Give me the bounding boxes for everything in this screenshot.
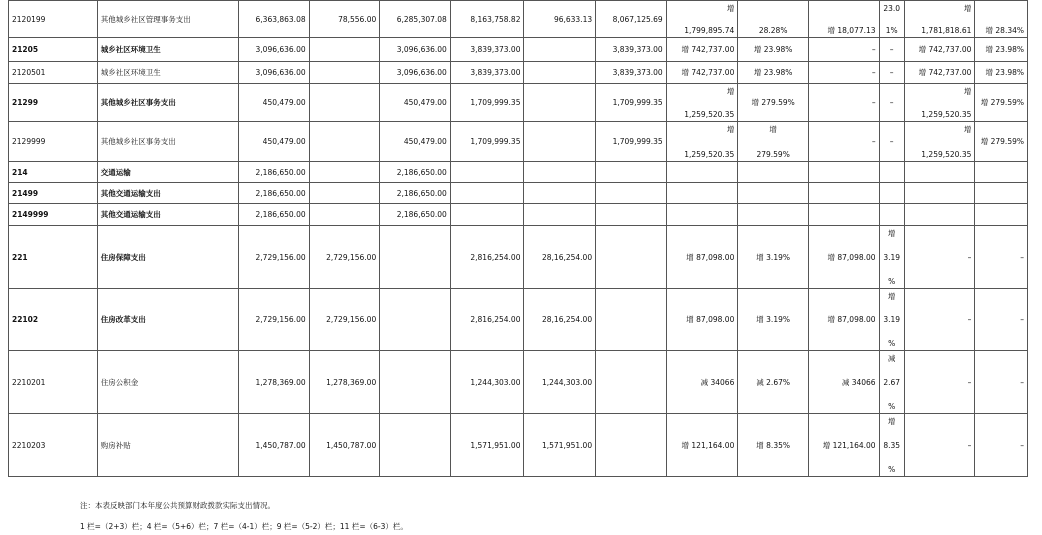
col10-basic-change-rate-line: 1%: [885, 25, 898, 35]
col1-last-year-total: 6,363,863.08: [239, 1, 310, 38]
col10-basic-change-rate: [879, 351, 904, 414]
table-row: [9, 1, 1028, 38]
col11-project-change: –: [904, 226, 975, 289]
col10-basic-change-rate: [879, 204, 904, 226]
subject-code: 214: [9, 162, 98, 183]
col3-last-year-project: 2,186,650.00: [380, 183, 451, 204]
subject-name: 住房保障支出: [97, 226, 238, 289]
col3-last-year-project: 3,096,636.00: [380, 38, 451, 62]
table-row: [9, 289, 1028, 351]
col11-project-change: –: [904, 351, 975, 414]
budget-expenditure-table: [8, 0, 1028, 477]
col11-project-change: [904, 1, 975, 38]
col9-basic-change-line: 增 18,077.13: [827, 25, 876, 35]
col7-total-change: [666, 183, 738, 204]
table-body: [9, 1, 1028, 477]
col1-last-year-total: 3,096,636.00: [239, 38, 310, 62]
col9-basic-change: 减 34066: [808, 351, 879, 414]
col5-this-year-basic: [524, 183, 596, 204]
col4-this-year-total: 3,839,373.00: [450, 38, 524, 62]
col3-last-year-project: 450,479.00: [380, 122, 451, 162]
col2-last-year-basic: [309, 38, 380, 62]
subject-name: 住房公积金: [97, 351, 238, 414]
col9-basic-change: 增 87,098.00: [808, 226, 879, 289]
col8-total-change-rate: [738, 1, 809, 38]
subject-code: 2120501: [9, 62, 98, 84]
col8-total-change-rate: 增 279.59%: [738, 84, 809, 122]
subject-name: 其他城乡社区管理事务支出: [97, 1, 238, 38]
col10-basic-change-rate: –: [879, 122, 904, 162]
col3-last-year-project: 6,285,307.08: [380, 1, 451, 38]
table-row: [9, 84, 1028, 122]
col4-this-year-total: 3,839,373.00: [450, 62, 524, 84]
col10-basic-change-rate-line: %: [888, 401, 896, 411]
subject-code: 221: [9, 226, 98, 289]
subject-name: 其他交通运输支出: [97, 204, 238, 226]
col2-last-year-basic: [309, 162, 380, 183]
col11-project-change-line: 增: [963, 86, 972, 96]
col11-project-change: [904, 162, 975, 183]
col7-total-change: 增 742,737.00: [666, 62, 738, 84]
col5-this-year-basic: 1,571,951.00: [524, 414, 596, 477]
col10-basic-change-rate-line: 23.0: [883, 3, 901, 13]
col11-project-change: [904, 183, 975, 204]
col11-project-change: [904, 204, 975, 226]
col6-this-year-project: [596, 226, 667, 289]
subject-code: 21499: [9, 183, 98, 204]
col11-project-change-line: 增: [963, 3, 972, 13]
col8-total-change-rate: 增 23.98%: [738, 62, 809, 84]
col12-project-change-rate: [975, 204, 1028, 226]
col9-basic-change: [808, 162, 879, 183]
col1-last-year-total: 2,186,650.00: [239, 162, 310, 183]
col11-project-change-line: 1,781,818.61: [921, 25, 972, 35]
col8-total-change-rate: 增 3.19%: [738, 289, 809, 351]
col8-total-change-rate: [738, 183, 809, 204]
col2-last-year-basic: 78,556.00: [309, 1, 380, 38]
col5-this-year-basic: 28,16,254.00: [524, 226, 596, 289]
col10-basic-change-rate: –: [879, 38, 904, 62]
subject-name: 其他城乡社区事务支出: [97, 122, 238, 162]
col12-project-change-rate: –: [975, 351, 1028, 414]
col4-this-year-total: 2,816,254.00: [450, 226, 524, 289]
col1-last-year-total: 3,096,636.00: [239, 62, 310, 84]
col3-last-year-project: [380, 289, 451, 351]
col6-this-year-project: [596, 204, 667, 226]
col1-last-year-total: 1,450,787.00: [239, 414, 310, 477]
col9-basic-change: [808, 204, 879, 226]
col2-last-year-basic: 2,729,156.00: [309, 226, 380, 289]
col12-project-change-rate-line: 增 28.34%: [985, 25, 1024, 35]
col10-basic-change-rate-line: 增: [887, 416, 896, 426]
col9-basic-change: –: [808, 38, 879, 62]
col4-this-year-total: [450, 204, 524, 226]
col10-basic-change-rate: –: [879, 62, 904, 84]
col3-last-year-project: 3,096,636.00: [380, 62, 451, 84]
col3-last-year-project: 450,479.00: [380, 84, 451, 122]
col7-total-change: 增 121,164.00: [666, 414, 738, 477]
col5-this-year-basic: [524, 62, 596, 84]
col7-total-change-line: 增: [726, 3, 735, 13]
col12-project-change-rate: 增 279.59%: [975, 84, 1028, 122]
table-row: [9, 38, 1028, 62]
table-row: [9, 183, 1028, 204]
col7-total-change: [666, 122, 738, 162]
col10-basic-change-rate: [879, 162, 904, 183]
col7-total-change: 增 87,098.00: [666, 226, 738, 289]
subject-code: 22102: [9, 289, 98, 351]
subject-code: 2129999: [9, 122, 98, 162]
col10-basic-change-rate-line: %: [888, 338, 896, 348]
col3-last-year-project: [380, 414, 451, 477]
col1-last-year-total: 1,278,369.00: [239, 351, 310, 414]
col10-basic-change-rate-line: 3.19: [883, 252, 901, 262]
col4-this-year-total: 1,709,999.35: [450, 122, 524, 162]
col7-total-change: 减 34066: [666, 351, 738, 414]
col3-last-year-project: [380, 351, 451, 414]
col8-total-change-rate: [738, 122, 809, 162]
col7-total-change: 增 87,098.00: [666, 289, 738, 351]
col1-last-year-total: 2,729,156.00: [239, 226, 310, 289]
col9-basic-change: [808, 1, 879, 38]
col12-project-change-rate: –: [975, 414, 1028, 477]
col8-total-change-rate: [738, 204, 809, 226]
col7-total-change-line: 增: [726, 86, 735, 96]
col6-this-year-project: 3,839,373.00: [596, 62, 667, 84]
col12-project-change-rate: –: [975, 289, 1028, 351]
col6-this-year-project: [596, 183, 667, 204]
col9-basic-change: [808, 183, 879, 204]
subject-name: 购房补贴: [97, 414, 238, 477]
col6-this-year-project: 1,709,999.35: [596, 84, 667, 122]
col4-this-year-total: 1,709,999.35: [450, 84, 524, 122]
col7-total-change: [666, 162, 738, 183]
col10-basic-change-rate: –: [879, 84, 904, 122]
col2-last-year-basic: [309, 183, 380, 204]
col12-project-change-rate: 增 279.59%: [975, 122, 1028, 162]
col7-total-change: [666, 84, 738, 122]
col4-this-year-total: 1,244,303.00: [450, 351, 524, 414]
subject-name: 城乡社区环境卫生: [97, 38, 238, 62]
col10-basic-change-rate: [879, 183, 904, 204]
table-row: [9, 204, 1028, 226]
col8-total-change-rate-line: 28.28%: [758, 25, 788, 35]
col6-this-year-project: [596, 162, 667, 183]
col10-basic-change-rate: [879, 1, 904, 38]
col12-project-change-rate: 增 23.98%: [975, 62, 1028, 84]
col9-basic-change: 增 121,164.00: [808, 414, 879, 477]
col5-this-year-basic: [524, 122, 596, 162]
col11-project-change: 增 742,737.00: [904, 62, 975, 84]
col8-total-change-rate-line: 279.59%: [756, 149, 790, 159]
col5-this-year-basic: 28,16,254.00: [524, 289, 596, 351]
col5-this-year-basic: [524, 84, 596, 122]
col10-basic-change-rate: [879, 289, 904, 351]
col8-total-change-rate: 增 8.35%: [738, 414, 809, 477]
subject-code: 2149999: [9, 204, 98, 226]
col2-last-year-basic: [309, 204, 380, 226]
col4-this-year-total: 1,571,951.00: [450, 414, 524, 477]
col10-basic-change-rate-line: 增: [887, 291, 896, 301]
table-row: [9, 62, 1028, 84]
col6-this-year-project: 8,067,125.69: [596, 1, 667, 38]
col5-this-year-basic: 1,244,303.00: [524, 351, 596, 414]
col10-basic-change-rate-line: 8.35: [883, 440, 901, 450]
col7-total-change-line: 1,259,520.35: [684, 149, 735, 159]
column-formula-note: 1 栏=（2+3）栏；4 栏=（5+6）栏；7 栏=（4-1）栏；9 栏=（5-2）栏；11 栏=（6-3）栏。: [80, 522, 408, 531]
col11-project-change: –: [904, 414, 975, 477]
col2-last-year-basic: [309, 122, 380, 162]
col7-total-change-line: 1,259,520.35: [684, 109, 735, 119]
col1-last-year-total: 450,479.00: [239, 84, 310, 122]
col9-basic-change: –: [808, 84, 879, 122]
col9-basic-change: 增 87,098.00: [808, 289, 879, 351]
col6-this-year-project: 1,709,999.35: [596, 122, 667, 162]
col8-total-change-rate: 增 23.98%: [738, 38, 809, 62]
col8-total-change-rate: 减 2.67%: [738, 351, 809, 414]
col1-last-year-total: 2,729,156.00: [239, 289, 310, 351]
col10-basic-change-rate-line: 减: [887, 353, 896, 363]
col7-total-change: 增 742,737.00: [666, 38, 738, 62]
col11-project-change: –: [904, 289, 975, 351]
col10-basic-change-rate-line: 增: [887, 228, 896, 238]
col5-this-year-basic: [524, 38, 596, 62]
subject-code: 2210203: [9, 414, 98, 477]
col1-last-year-total: 2,186,650.00: [239, 183, 310, 204]
col6-this-year-project: 3,839,373.00: [596, 38, 667, 62]
col12-project-change-rate: [975, 162, 1028, 183]
col5-this-year-basic: [524, 162, 596, 183]
col7-total-change: [666, 1, 738, 38]
col1-last-year-total: 2,186,650.00: [239, 204, 310, 226]
col3-last-year-project: 2,186,650.00: [380, 204, 451, 226]
col12-project-change-rate: [975, 183, 1028, 204]
col5-this-year-basic: 96,633.13: [524, 1, 596, 38]
table-footnote: 注：本表反映部门本年度公共预算财政拨款实际支出情况。: [80, 501, 275, 510]
col6-this-year-project: [596, 351, 667, 414]
col8-total-change-rate: [738, 162, 809, 183]
col10-basic-change-rate-line: 3.19: [883, 315, 901, 324]
col2-last-year-basic: [309, 62, 380, 84]
table-row: [9, 414, 1028, 477]
col2-last-year-basic: 1,450,787.00: [309, 414, 380, 477]
col11-project-change-line: 1,259,520.35: [921, 109, 972, 119]
col2-last-year-basic: [309, 84, 380, 122]
col10-basic-change-rate-line: 2.67: [883, 377, 901, 387]
table-row: [9, 162, 1028, 183]
subject-code: 2210201: [9, 351, 98, 414]
col9-basic-change: –: [808, 122, 879, 162]
col4-this-year-total: 2,816,254.00: [450, 289, 524, 351]
col12-project-change-rate: 增 23.98%: [975, 38, 1028, 62]
col2-last-year-basic: 2,729,156.00: [309, 289, 380, 351]
col8-total-change-rate: 增 3.19%: [738, 226, 809, 289]
col10-basic-change-rate-line: %: [888, 276, 896, 286]
col7-total-change-line: 1,799,895.74: [684, 25, 735, 35]
col11-project-change-line: 增: [963, 124, 972, 134]
subject-name: 交通运输: [97, 162, 238, 183]
col4-this-year-total: 8,163,758.82: [450, 1, 524, 38]
col1-last-year-total: 450,479.00: [239, 122, 310, 162]
col8-total-change-rate-line: 增: [769, 124, 777, 134]
subject-code: 2120199: [9, 1, 98, 38]
col11-project-change: 增 742,737.00: [904, 38, 975, 62]
col3-last-year-project: [380, 226, 451, 289]
col11-project-change: [904, 84, 975, 122]
col9-basic-change: –: [808, 62, 879, 84]
subject-code: 21299: [9, 84, 98, 122]
subject-name: 其他交通运输支出: [97, 183, 238, 204]
col4-this-year-total: [450, 183, 524, 204]
col10-basic-change-rate: [879, 226, 904, 289]
subject-code: 21205: [9, 38, 98, 62]
col3-last-year-project: 2,186,650.00: [380, 162, 451, 183]
col2-last-year-basic: 1,278,369.00: [309, 351, 380, 414]
table-row: [9, 226, 1028, 289]
col7-total-change: [666, 204, 738, 226]
table-row: [9, 122, 1028, 162]
subject-name: 城乡社区环境卫生: [97, 62, 238, 84]
col6-this-year-project: [596, 414, 667, 477]
col6-this-year-project: [596, 289, 667, 351]
col4-this-year-total: [450, 162, 524, 183]
subject-name: 其他城乡社区事务支出: [97, 84, 238, 122]
col10-basic-change-rate: [879, 414, 904, 477]
col7-total-change-line: 增: [726, 124, 735, 134]
col11-project-change: [904, 122, 975, 162]
table-row: [9, 351, 1028, 414]
col5-this-year-basic: [524, 204, 596, 226]
col12-project-change-rate: –: [975, 226, 1028, 289]
subject-name: 住房改革支出: [97, 289, 238, 351]
col12-project-change-rate: [975, 1, 1028, 38]
col10-basic-change-rate-line: %: [888, 464, 896, 474]
col11-project-change-line: 1,259,520.35: [921, 149, 972, 159]
